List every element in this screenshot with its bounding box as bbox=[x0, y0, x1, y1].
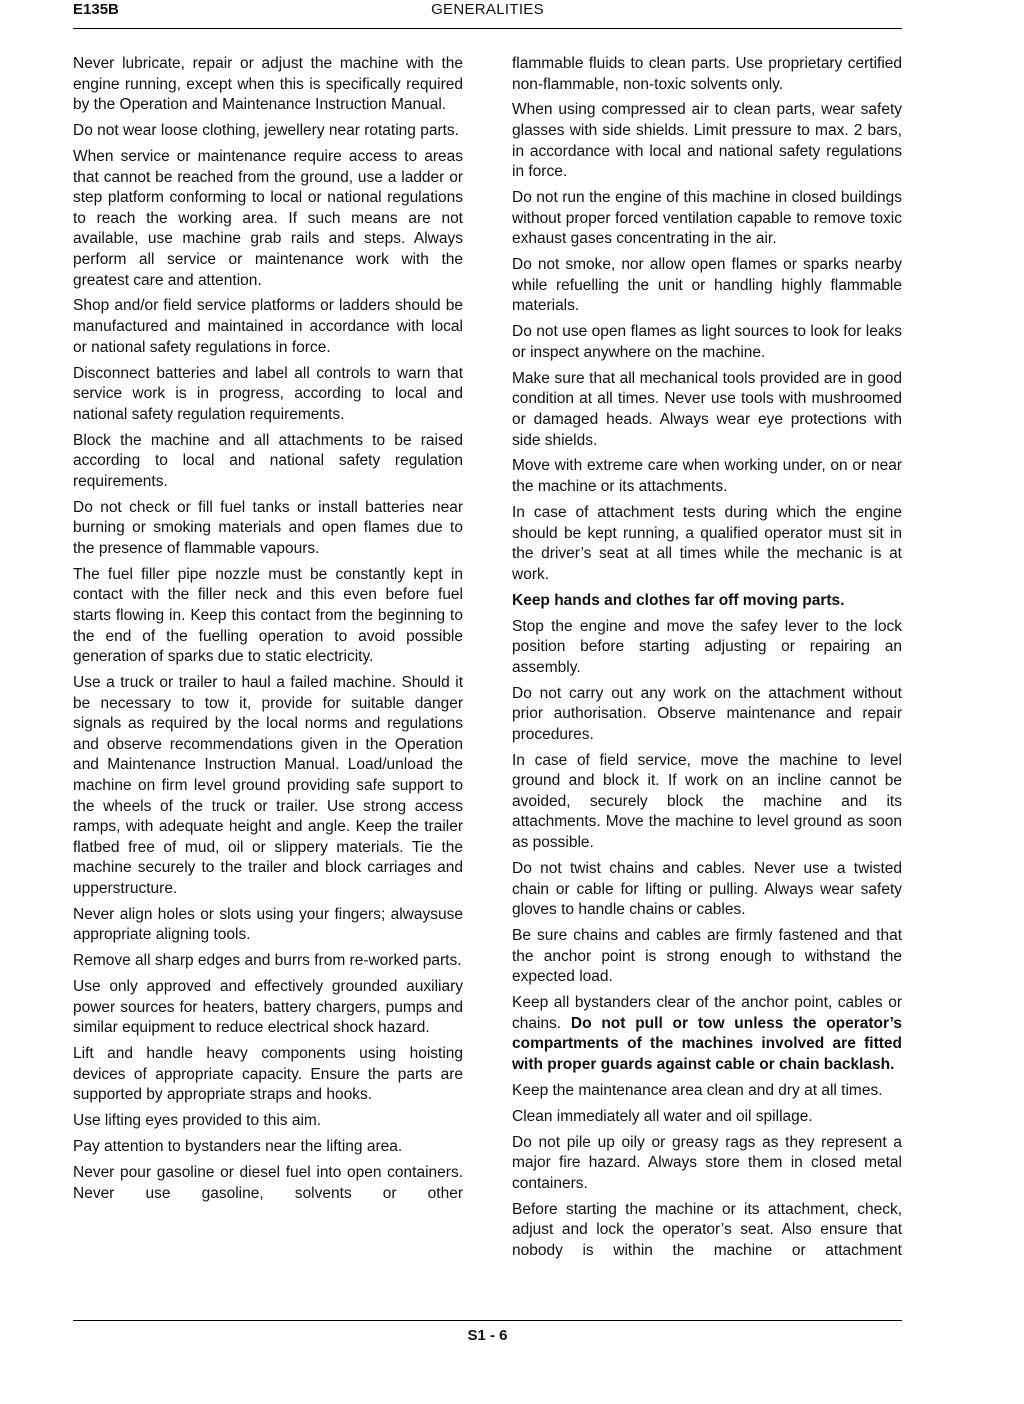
paragraph: flammable fluids to clean parts. Use proprietary certified non-flammable, non-toxic solvents only. bbox=[512, 55, 902, 93]
paragraph: Keep the maintenance area clean and dry at all times. bbox=[512, 1081, 883, 1099]
paragraph: Block the machine and all attachments to be raised according to local and national safety regulation requirements. bbox=[73, 431, 463, 490]
paragraph: Use a truck or trailer to haul a failed machine. Should it be necessary to tow it, provide for suitable danger signals as required by the local norms and regulations and observe recommendations given in the Operation and Maintenance Instruction Manual. Load/unload the machine on firm level ground providing safe support to the wheels of the truck or trailer. Use strong access ramps, with adequate height and angle. Keep the trailer flatbed free of mud, oil or slippery materials. Tie the machine securely to the trailer and block carriages and upperstructure. bbox=[73, 674, 463, 897]
paragraph: Never pour gasoline or diesel fuel into open containers. Never use gasoline, solvents or other bbox=[73, 1164, 463, 1202]
paragraph: Move with extreme care when working under, on or near the machine or its attachments. bbox=[512, 457, 902, 496]
left-column bbox=[73, 54, 463, 1210]
paragraph: Do not smoke, nor allow open flames or sparks nearby while refuelling the unit or handling highly flammable materials. bbox=[512, 256, 902, 315]
footer-divider bbox=[73, 1320, 902, 1321]
paragraph: Use lifting eyes provided to this aim. bbox=[73, 1112, 322, 1130]
paragraph: Do not wear loose clothing, jewellery near rotating parts. bbox=[73, 122, 459, 140]
paragraph: Clean immediately all water and oil spillage. bbox=[512, 1107, 813, 1125]
paragraph: Do not pile up oily or greasy rags as they represent a major fire hazard. Always store them in closed metal containers. bbox=[512, 1133, 902, 1192]
paragraph: Shop and/or field service platforms or ladders should be manufactured and maintained in accordance with local or national safety regulations in force. bbox=[73, 297, 463, 356]
paragraph: Make sure that all mechanical tools provided are in good condition at all times. Never use tools with mushroomed or damaged heads. Always wear eye protections with side shields. bbox=[512, 369, 902, 449]
machine-model: E135B bbox=[73, 1, 119, 18]
paragraph: In case of attachment tests during which the engine should be kept running, a qualified operator must sit in the driver’s seat at all times while the mechanic is at work. bbox=[512, 503, 902, 583]
paragraph: Be sure chains and cables are firmly fastened and that the anchor point is strong enough to withstand the expected load. bbox=[512, 927, 902, 986]
paragraph: Stop the engine and move the safey lever to the lock position before starting adjusting or repairing an assembly. bbox=[512, 617, 902, 676]
paragraph: Remove all sharp edges and burrs from re-worked parts. bbox=[73, 952, 462, 970]
paragraph: Do not carry out any work on the attachment without prior authorisation. Observe maintenance and repair procedures. bbox=[512, 684, 902, 743]
right-column bbox=[512, 54, 902, 1267]
paragraph: In case of field service, move the machine to level ground and block it. If work on an incline cannot be avoided, securely block the machine and its attachments. Move the machine to level ground as soon as possible. bbox=[512, 751, 902, 852]
paragraph: Do not use open flames as light sources to look for leaks or inspect anywhere on the machine. bbox=[512, 323, 902, 361]
paragraph: Do not twist chains and cables. Never use a twisted chain or cable for lifting or pulling. Always wear safety gloves to handle chains or cables. bbox=[512, 859, 902, 919]
paragraph-text: Keep all bystanders clear of the anchor point, cables or chains. bbox=[512, 994, 902, 1032]
paragraph: Disconnect batteries and label all controls to warn that service work is in progress, according to local and national safety regulation requirements. bbox=[73, 364, 463, 423]
paragraph: Never lubricate, repair or adjust the machine with the engine running, except when this is specifically required by the Operation and Maintenance Instruction Manual. bbox=[73, 55, 463, 114]
paragraph: Lift and handle heavy components using hoisting devices of appropriate capacity. Ensure the parts are supported by appropriate straps and hooks. bbox=[73, 1045, 463, 1104]
paragraph: When using compressed air to clean parts, wear safety glasses with side shields. Limit pressure to max. 2 bars, in accordance with local and national safety regulations in force. bbox=[512, 101, 902, 181]
paragraph: Do not check or fill fuel tanks or install batteries near burning or smoking materials and open flames due to the presence of flammable vapours. bbox=[73, 498, 463, 557]
paragraph-mixed bbox=[512, 993, 902, 1075]
paragraph: Before starting the machine or its attachment, check, adjust and lock the operator’s seat. Also ensure that nobody is within the machine or attachment bbox=[512, 1200, 902, 1259]
section-title: GENERALITIES bbox=[431, 1, 544, 18]
paragraph: Pay attention to bystanders near the lifting area. bbox=[73, 1138, 403, 1156]
bold-warning: Do not pull or tow unless the operator’s compartments of the machines involved are fitted with proper guards against cable or chain backlash. bbox=[512, 1014, 902, 1073]
bold-warning: Keep hands and clothes far off moving parts. bbox=[512, 591, 845, 609]
paragraph: Do not run the engine of this machine in closed buildings without proper forced ventilation capable to remove toxic exhaust gases concentrating in the air. bbox=[512, 189, 902, 248]
page-header bbox=[73, 0, 902, 29]
paragraph: When service or maintenance require access to areas that cannot be reached from the ground, use a ladder or step platform conforming to local or national regulations to reach the working area. If such means are not available, use machine grab rails and steps. Always perform all service or maintenance work with the greatest care and attention. bbox=[73, 147, 463, 289]
page-number: S1 - 6 bbox=[467, 1327, 508, 1344]
paragraph: Never align holes or slots using your fingers; alwaysuse appropriate aligning tools. bbox=[73, 905, 463, 944]
paragraph: Use only approved and effectively grounded auxiliary power sources for heaters, battery chargers, pumps and similar equipment to reduce electrical shock hazard. bbox=[73, 978, 463, 1037]
paragraph: The fuel filler pipe nozzle must be constantly kept in contact with the filler neck and this even before fuel starts flowing in. Keep this contact from the beginning to the end of the fuelling operation to avoid possible generation of sparks due to static electricity. bbox=[73, 565, 463, 666]
